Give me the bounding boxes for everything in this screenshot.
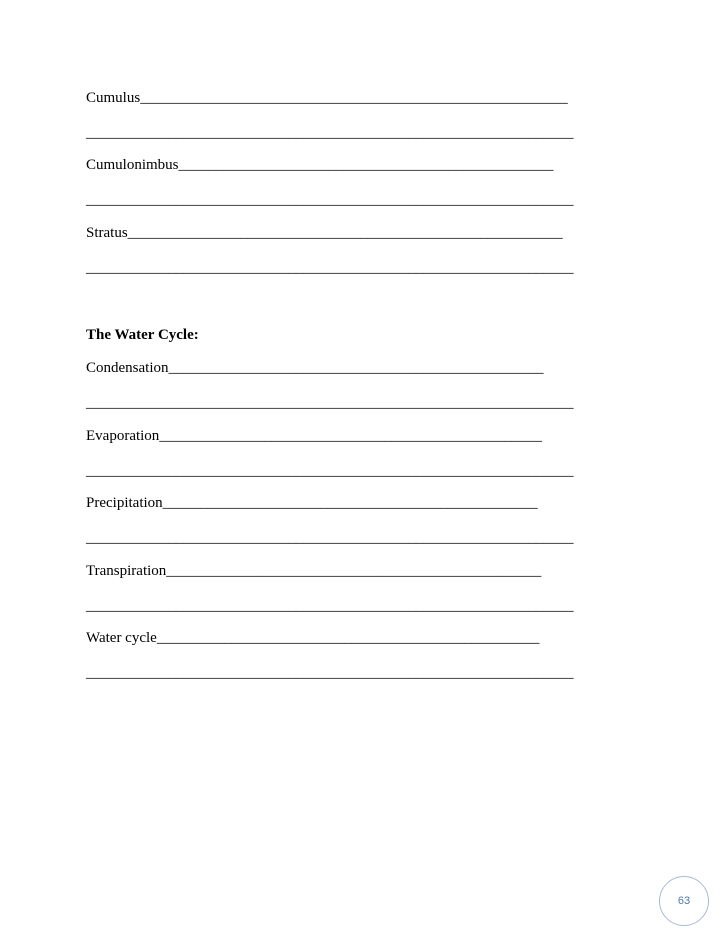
evaporation-line bbox=[86, 427, 542, 445]
condensation-line bbox=[86, 359, 544, 377]
page-number-badge bbox=[659, 876, 709, 926]
stratus-label: Stratus bbox=[86, 225, 128, 241]
stratus-blank: __________________________________________________________ bbox=[127, 225, 563, 241]
cumulus-label: Cumulus bbox=[86, 90, 141, 106]
cumulonimbus-line bbox=[86, 156, 554, 174]
transpiration-label: Transpiration bbox=[86, 563, 167, 579]
precipitation-label: Precipitation bbox=[86, 495, 163, 511]
condensation-label: Condensation bbox=[86, 360, 169, 376]
stratus-continuation-line: _________________________________________________________________ bbox=[86, 260, 574, 276]
cumulonimbus-blank: __________________________________________________ bbox=[178, 157, 554, 173]
transpiration-blank: __________________________________________________ bbox=[166, 563, 542, 579]
condensation-continuation-line: _________________________________________________________________ bbox=[86, 395, 574, 411]
transpiration-line bbox=[86, 562, 541, 580]
water-cycle-continuation-line: _________________________________________________________________ bbox=[86, 665, 574, 681]
water-cycle-label: Water cycle bbox=[86, 630, 157, 646]
evaporation-blank: ___________________________________________________ bbox=[159, 428, 542, 444]
cumulonimbus-continuation-line: _________________________________________________________________ bbox=[86, 192, 574, 208]
evaporation-continuation-line: _________________________________________________________________ bbox=[86, 463, 574, 479]
cumulus-continuation-line: _________________________________________________________________ bbox=[86, 125, 574, 141]
transpiration-continuation-line: _________________________________________________________________ bbox=[86, 598, 574, 614]
precipitation-blank: __________________________________________________ bbox=[162, 495, 538, 511]
evaporation-label: Evaporation bbox=[86, 428, 160, 444]
cumulus-blank: _________________________________________________________ bbox=[140, 90, 568, 106]
precipitation-line bbox=[86, 494, 538, 512]
water-cycle-blank: ___________________________________________________ bbox=[156, 630, 540, 646]
stratus-line bbox=[86, 224, 563, 242]
condensation-blank: __________________________________________________ bbox=[168, 360, 544, 376]
water-cycle-line bbox=[86, 629, 539, 647]
cumulonimbus-label: Cumulonimbus bbox=[86, 157, 179, 173]
precipitation-continuation-line: _________________________________________________________________ bbox=[86, 530, 574, 546]
water-cycle-heading: The Water Cycle: bbox=[86, 327, 199, 343]
cumulus-line bbox=[86, 89, 568, 107]
page-number: 63 bbox=[677, 895, 691, 907]
